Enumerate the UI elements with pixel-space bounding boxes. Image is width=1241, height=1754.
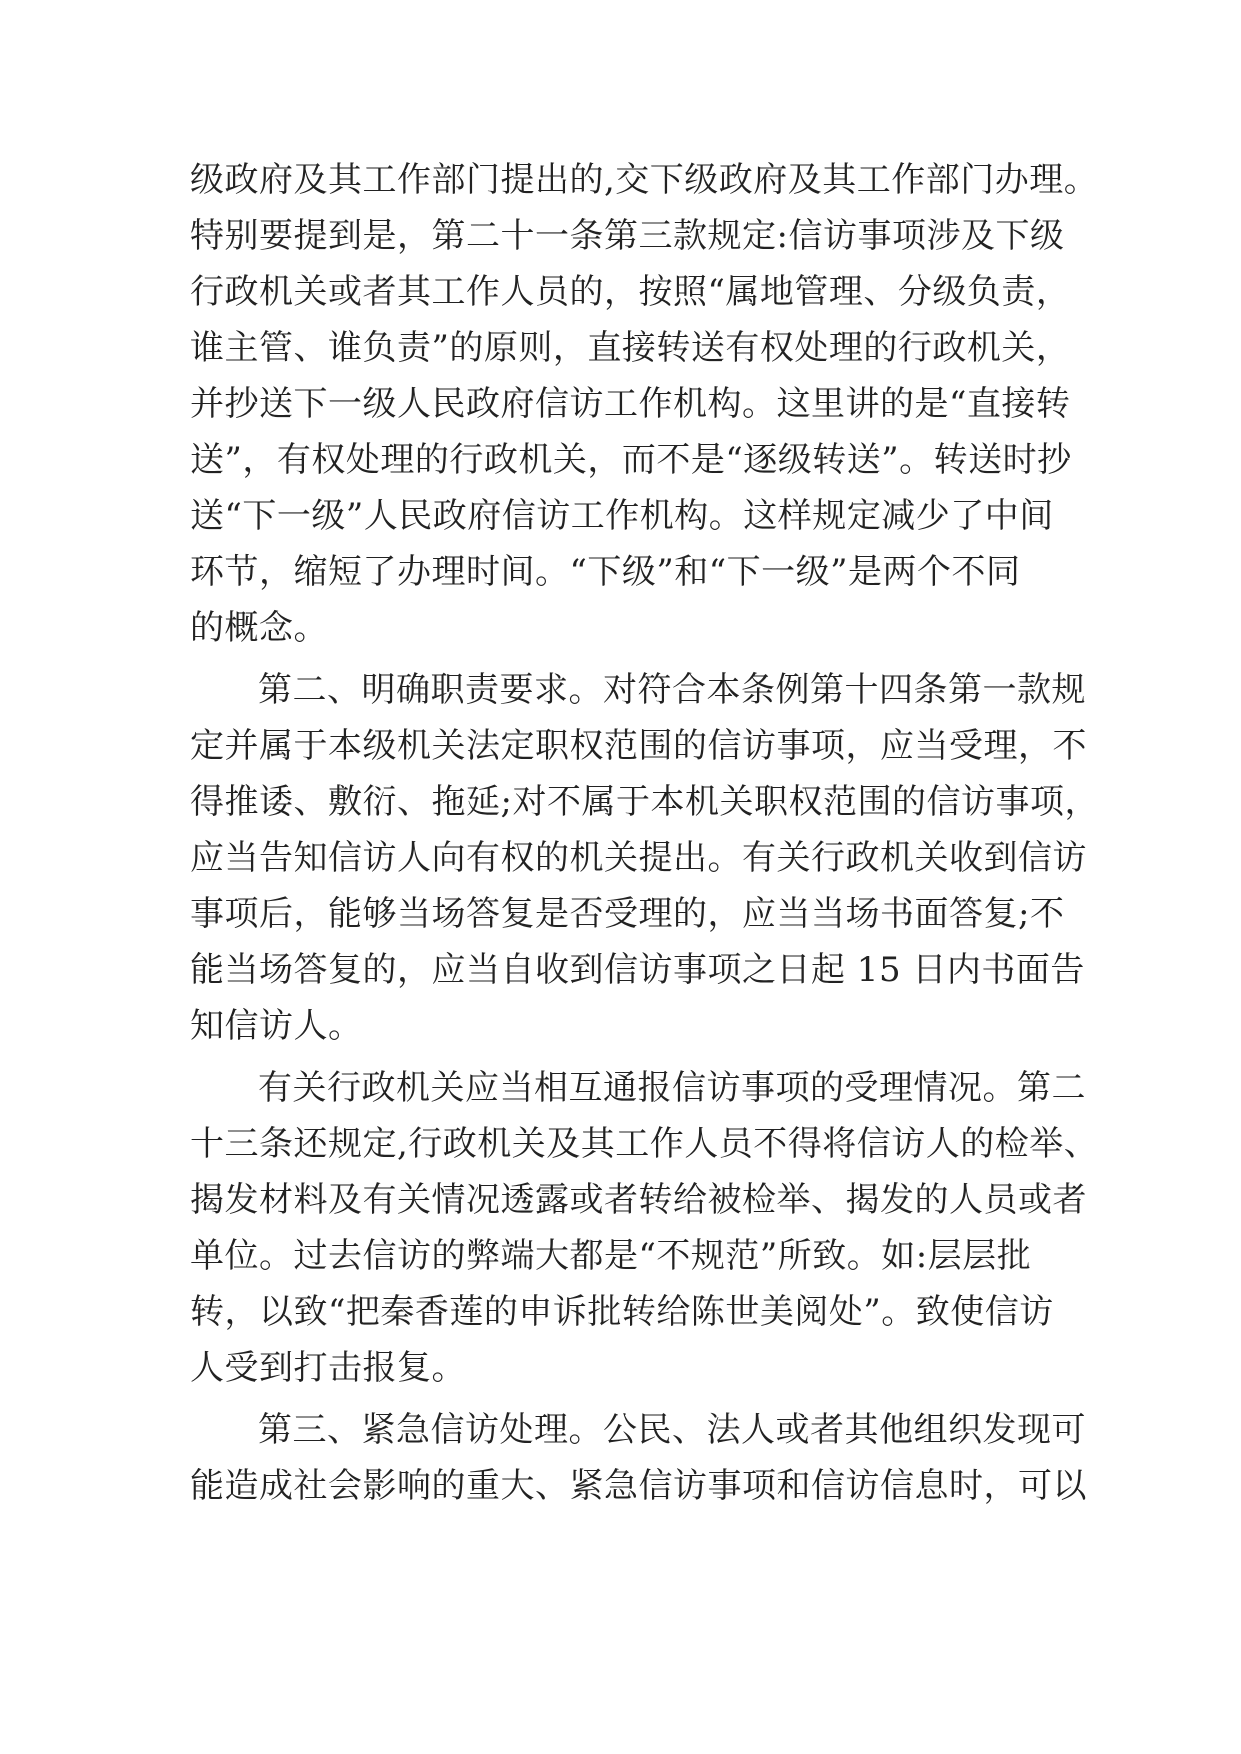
text-line-14: 事项后，能够当场答复是否受理的，应当当场书面答复;不 bbox=[190, 894, 1065, 934]
text-line-24: 能造成社会影响的重大、紧急信访事项和信访信息时，可以 bbox=[190, 1466, 1087, 1506]
text-line-12: 得推诿、敷衍、拖延;对不属于本机关职权范围的信访事项， bbox=[190, 782, 1099, 822]
text-line-16: 知信访人。 bbox=[190, 1006, 363, 1046]
text-line-9: 的概念。 bbox=[190, 608, 328, 648]
text-line-22: 人受到打击报复。 bbox=[190, 1348, 466, 1388]
text-line-21: 转，以致“把秦香莲的申诉批转给陈世美阅处”。致使信访 bbox=[190, 1292, 1054, 1332]
text-line-7: 送“下一级”人民政府信访工作机构。这样规定减少了中间 bbox=[190, 496, 1054, 536]
text-line-3: 行政机关或者其工作人员的，按照“属地管理、分级负责， bbox=[190, 272, 1071, 312]
text-line-8: 环节，缩短了办理时间。“下级”和“下一级”是两个不同 bbox=[190, 552, 1021, 592]
text-line-13: 应当告知信访人向有权的机关提出。有关行政机关收到信访 bbox=[190, 838, 1087, 878]
text-line-1: 级政府及其工作部门提出的,交下级政府及其工作部门办理。 bbox=[190, 160, 1099, 200]
text-line-23: 第三、紧急信访处理。公民、法人或者其他组织发现可 bbox=[258, 1410, 1086, 1450]
text-line-20: 单位。过去信访的弊端大都是“不规范”所致。如:层层批 bbox=[190, 1236, 1032, 1276]
text-line-17: 有关行政机关应当相互通报信访事项的受理情况。第二 bbox=[258, 1068, 1086, 1108]
text-line-5: 并抄送下一级人民政府信访工作机构。这里讲的是“直接转 bbox=[190, 384, 1071, 424]
text-line-18: 十三条还规定,行政机关及其工作人员不得将信访人的检举、 bbox=[190, 1124, 1099, 1164]
text-line-10: 第二、明确职责要求。对符合本条例第十四条第一款规 bbox=[258, 670, 1086, 710]
text-line-2: 特别要提到是，第二十一条第三款规定:信访事项涉及下级 bbox=[190, 216, 1065, 256]
text-line-6: 送”，有权处理的行政机关，而不是“逐级转送”。转送时抄 bbox=[190, 440, 1072, 480]
text-line-15: 能当场答复的，应当自收到信访事项之日起 15 日内书面告 bbox=[190, 950, 1085, 990]
text-line-11: 定并属于本级机关法定职权范围的信访事项，应当受理，不 bbox=[190, 726, 1087, 766]
text-line-19: 揭发材料及有关情况透露或者转给被检举、揭发的人员或者 bbox=[190, 1180, 1087, 1220]
text-line-4: 谁主管、谁负责”的原则，直接转送有权处理的行政机关， bbox=[190, 328, 1071, 368]
